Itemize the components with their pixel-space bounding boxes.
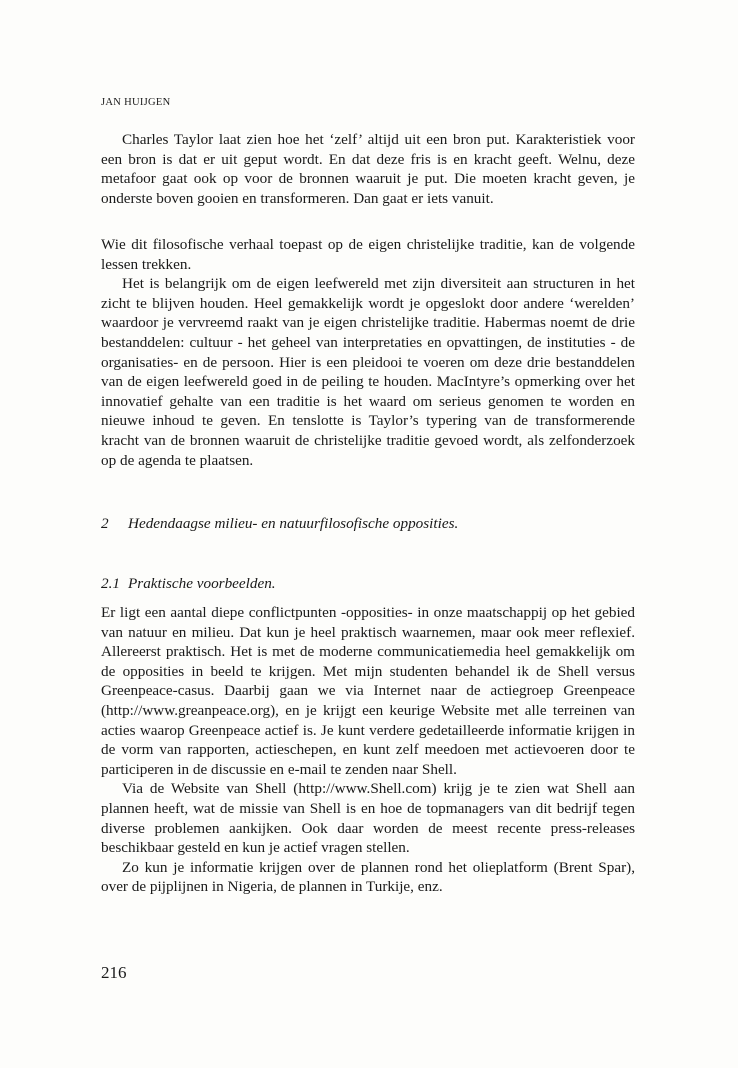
paragraph: Via de Website van Shell (http://www.Shell.com) krijg je te zien wat Shell aan plannen heeft, wat de missie van Shell is en hoe de topmanagers van dit bedrijf tegen diverse problemen aankijken. Ook daar worden de meest recente press-releases beschikbaar gesteld en kun je actief vragen stellen. [101,780,635,857]
subsection-heading [101,575,276,593]
paragraph: Er ligt een aantal diepe conflictpunten -opposities- in onze maatschappij op het gebied van natuur en milieu. Dat kun je heel praktisch waarnemen, maar ook meer reflexief. Allereerst praktisch. Het is met de moderne communicatiemedia heel gemakkelijk om de opposities in beeld te krijgen. Met mijn studenten behandel ik de Shell versus Greenpeace-casus. Daarbij gaan we via Internet naar de actiegroep Greenpeace (http://www.greanpeace.org), en je krijgt een keurige Website met alle terreinen van acties waarop Greenpeace actief is. Je kunt verdere gedetailleerde informatie krijgen in de vorm van rapporten, actieschepen, en kunt zelf meedoen met actievoeren door te participeren in de discussie en e-mail te zenden naar Shell. [101,604,635,778]
page-number: 216 [101,963,127,982]
subsection-number: 2.1 [101,575,120,592]
paragraph: Wie dit filosofische verhaal toepast op de eigen christelijke traditie, kan de volgende lessen trekken. [101,236,635,273]
examples-block [101,603,635,897]
section-heading [101,515,458,533]
paragraph: Het is belangrijk om de eigen leefwereld met zijn diversiteit aan structuren in het zicht te blijven houden. Heel gemakkelijk wordt je opgeslokt door andere ‘werelden’ waardoor je vervreemd raakt van je eigen christelijke traditie. Habermas noemt de drie bestanddelen: cultuur - het geheel van interpretaties en opvattingen, de instituties - de organisaties- en de persoon. Hier is een pleidooi te voeren om deze drie bestanddelen van de eigen leefwereld goed in de peiling te houden. MacIntyre’s opmerking over het innovatief gehalte van een traditie is het waard om serieus genomen te worden en nieuwe inhoud te geven. En tenslotte is Taylor’s typering van de transformerende kracht van de bronnen waaruit de christelijke traditie gevoed wordt, als zelfonderzoek op de agenda te plaatsen. [101,275,635,469]
section-number: 2 [101,515,109,532]
paragraph: Zo kun je informatie krijgen over de plannen rond het olieplatform (Brent Spar), over de pijplijnen in Nigeria, de plannen in Turkije, enz. [101,858,635,896]
paragraph: Charles Taylor laat zien hoe het ‘zelf’ altijd uit een bron put. Karakteristiek voor een bron is dat er uit geput wordt. En dat deze fris is en kracht geeft. Welnu, deze metafoor gaat ook op voor de bronnen waaruit je put. Die moeten kracht geven, je onderste boven gooien en transformeren. Dan gaat er iets vanuit. [101,131,635,207]
intro-block-2 [101,235,635,470]
intro-block-1 [101,130,635,208]
section-title: Hedendaagse milieu- en natuurfilosofische opposities. [128,515,459,532]
running-head: JAN HUIJGEN [101,97,171,108]
subsection-title: Praktische voorbeelden. [128,575,276,592]
